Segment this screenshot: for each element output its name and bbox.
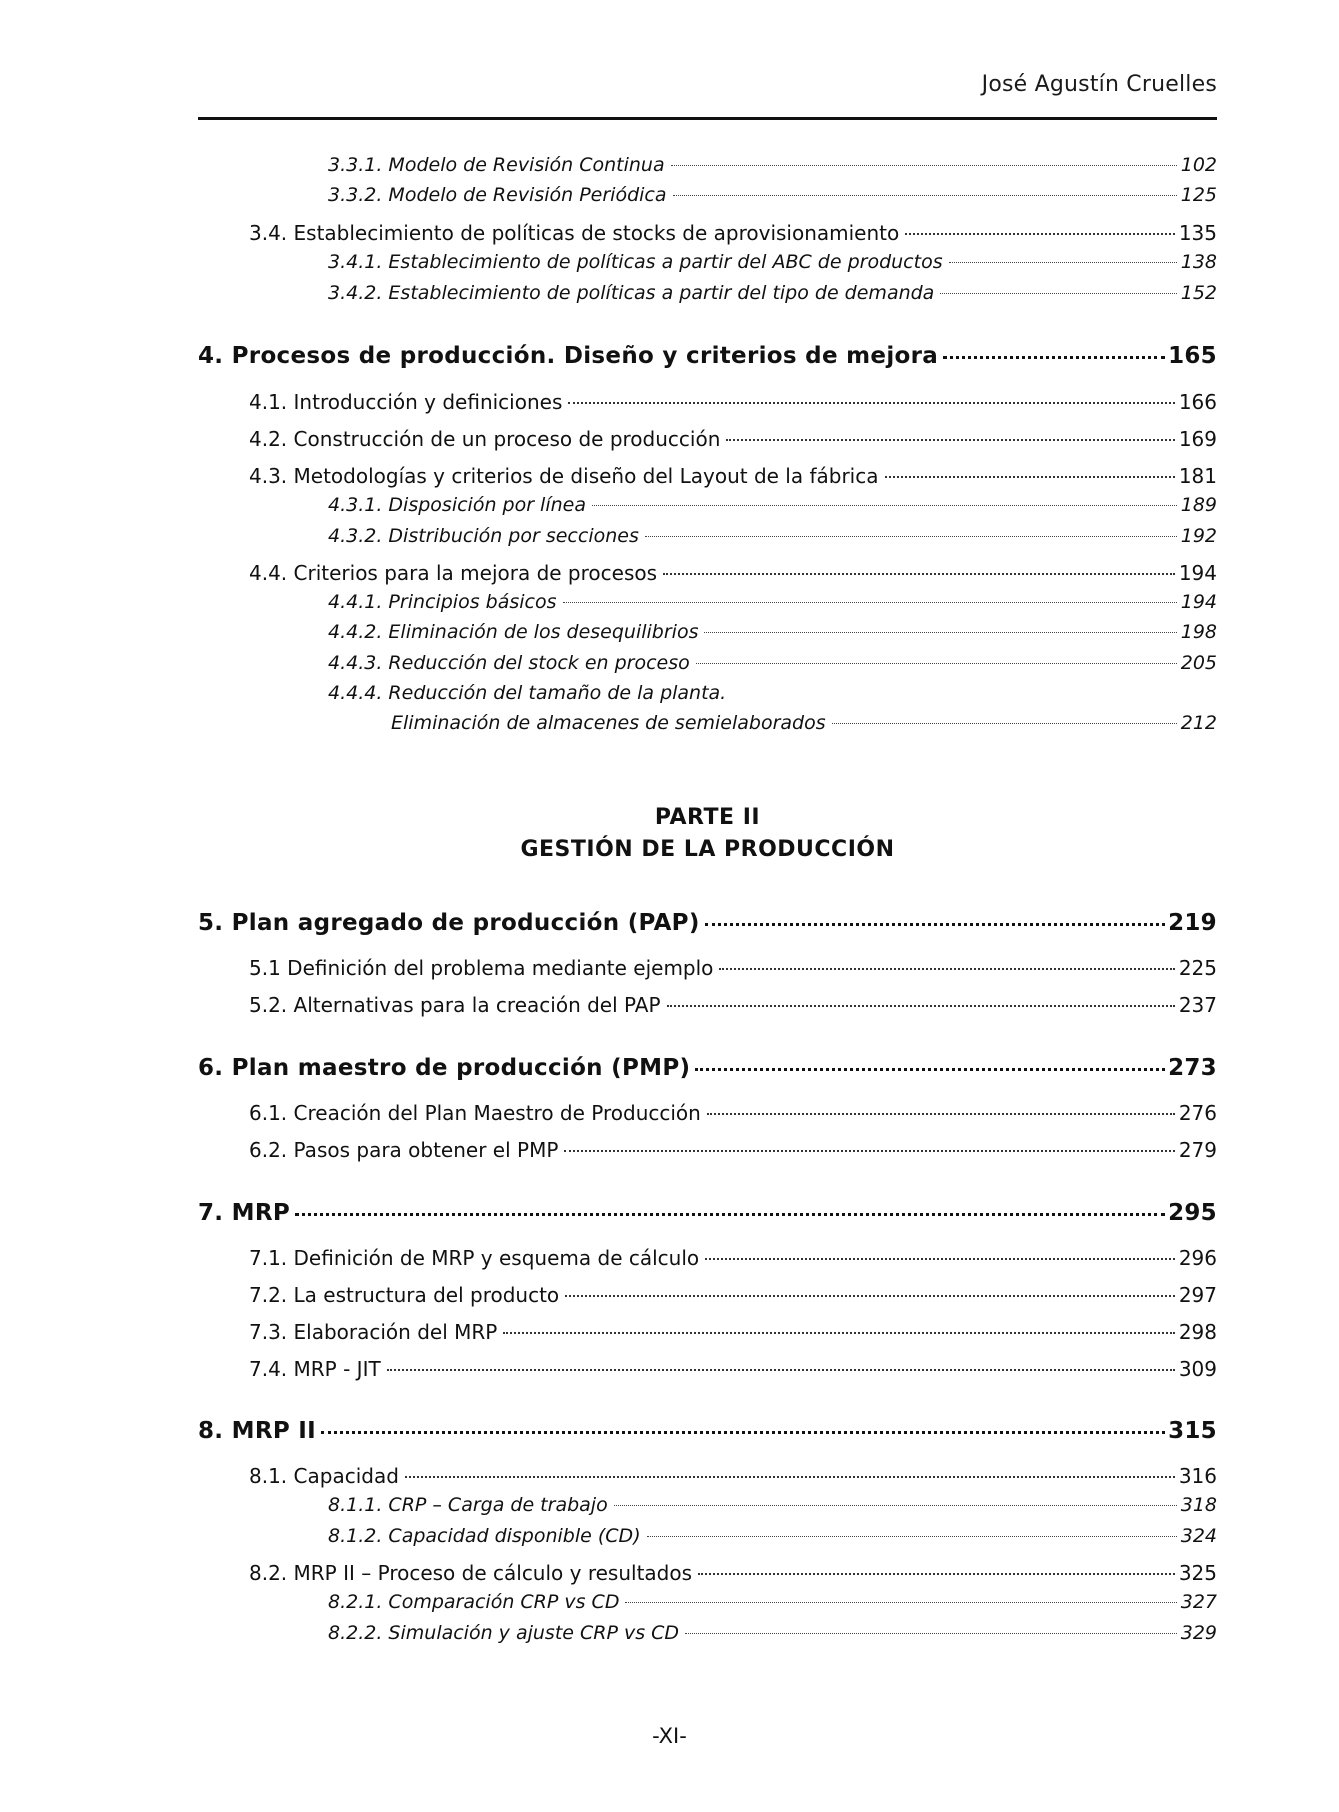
dot-leader (563, 602, 1177, 603)
toc-entry-page: 138 (1180, 251, 1217, 273)
dot-leader (949, 262, 1177, 263)
toc-entry-title: 3.3.2. Modelo de Revisión Periódica (328, 184, 667, 206)
toc-entry-title: 8.1. Capacidad (249, 1464, 399, 1488)
toc-entry-title: 5.1 Definición del problema mediante ejemplo (249, 956, 714, 980)
toc-entry[interactable] (249, 1561, 1217, 1585)
dot-leader (705, 1258, 1175, 1260)
toc-entry-page: 125 (1180, 184, 1217, 206)
toc-entry[interactable] (249, 1101, 1217, 1125)
dot-leader (905, 233, 1175, 235)
dot-leader (614, 1505, 1177, 1506)
toc-entry-title: 4.3. Metodologías y criterios de diseño del Layout de la fábrica (249, 464, 879, 488)
toc-entry[interactable] (328, 1591, 1217, 1613)
toc-entry-title: 4.4.2. Eliminación de los desequilibrios (328, 621, 699, 643)
toc-entry-title: 4.3.2. Distribución por secciones (328, 525, 639, 547)
toc-entry[interactable] (328, 494, 1217, 516)
dot-leader (696, 663, 1177, 664)
toc-chapter[interactable] (198, 1200, 1217, 1226)
dot-leader (695, 1068, 1165, 1071)
toc-entry-title: 4.4.3. Reducción del stock en proceso (328, 652, 690, 674)
toc-entry-page: 325 (1178, 1561, 1217, 1585)
toc-chapter-page: 165 (1168, 343, 1217, 369)
toc-chapter-title: 4. Procesos de producción. Diseño y criterios de mejora (198, 343, 939, 369)
toc-entry[interactable] (249, 1464, 1217, 1488)
dot-leader (592, 505, 1177, 506)
toc-entry-page: 309 (1178, 1357, 1217, 1381)
toc-entry-title: 3.4. Establecimiento de políticas de stocks de aprovisionamiento (249, 221, 900, 245)
toc-entry[interactable] (249, 993, 1217, 1017)
toc-entry-page: 327 (1180, 1591, 1217, 1613)
toc-entry-title: 8.2.2. Simulación y ajuste CRP vs CD (328, 1622, 680, 1644)
toc-entry-page: 181 (1178, 464, 1217, 488)
toc-entry[interactable] (328, 1494, 1217, 1516)
toc-entry-page: 152 (1180, 282, 1217, 304)
toc-entry-page: 225 (1178, 956, 1217, 980)
toc-entry-title: 4.4. Criterios para la mejora de procesos (249, 561, 658, 585)
toc-entry[interactable] (328, 154, 1217, 176)
toc-chapter-title: 5. Plan agregado de producción (PAP) (198, 910, 700, 936)
toc-entry[interactable] (249, 561, 1217, 585)
toc-entry-page: 318 (1180, 1494, 1217, 1516)
toc-entry-page: 135 (1178, 221, 1217, 245)
toc-chapter[interactable] (198, 1418, 1217, 1444)
toc-entry-title: 3.4.1. Establecimiento de políticas a partir del ABC de productos (328, 251, 943, 273)
toc-entry[interactable] (328, 1622, 1217, 1644)
toc-entry-title: 4.2. Construcción de un proceso de producción (249, 427, 721, 451)
part-label: PARTE II (654, 805, 761, 830)
toc-entry[interactable] (328, 525, 1217, 547)
toc-entry[interactable] (249, 1138, 1217, 1162)
dot-leader (564, 1150, 1174, 1152)
dot-leader (405, 1476, 1175, 1478)
dot-leader (321, 1431, 1165, 1434)
toc-entry-title: 3.3.1. Modelo de Revisión Continua (328, 154, 665, 176)
toc-entry-title: 8.1.1. CRP – Carga de trabajo (328, 1494, 608, 1516)
toc-entry-page: 192 (1180, 525, 1217, 547)
toc-entry[interactable] (391, 712, 1217, 734)
toc-entry[interactable] (249, 221, 1217, 245)
toc-entry-page: 205 (1180, 652, 1217, 674)
dot-leader (625, 1602, 1176, 1603)
dot-leader (719, 968, 1174, 970)
toc-entry[interactable] (328, 1525, 1217, 1547)
toc-chapter-page: 219 (1168, 910, 1217, 936)
toc-entry-page: 166 (1178, 390, 1217, 414)
dot-leader (647, 1536, 1177, 1537)
toc-entry[interactable] (328, 282, 1217, 304)
dot-leader (705, 923, 1165, 926)
toc-entry-page: 279 (1178, 1138, 1217, 1162)
dot-leader (885, 476, 1175, 478)
toc-chapter[interactable] (198, 1055, 1217, 1081)
part-title: GESTIÓN DE LA PRODUCCIÓN (520, 837, 895, 862)
dot-leader (698, 1573, 1175, 1575)
toc-entry-title: 4.4.4. Reducción del tamaño de la planta. (328, 682, 727, 704)
toc-entry-title: 4.3.1. Disposición por línea (328, 494, 586, 516)
dot-leader (704, 632, 1176, 633)
toc-entry-title: 7.3. Elaboración del MRP (249, 1320, 498, 1344)
toc-entry-page: 324 (1180, 1525, 1217, 1547)
toc-entry-page: 296 (1178, 1246, 1217, 1270)
toc-entry[interactable] (328, 621, 1217, 643)
toc-chapter-title: 7. MRP (198, 1200, 291, 1226)
dot-leader (503, 1332, 1174, 1334)
dot-leader (667, 1005, 1175, 1007)
page-number: -XI- (652, 1724, 687, 1748)
dot-leader (707, 1113, 1175, 1115)
toc-entry-title: Eliminación de almacenes de semielaborados (391, 712, 826, 734)
toc-entry-title: 8.1.2. Capacidad disponible (CD) (328, 1525, 641, 1547)
toc-entry[interactable] (249, 1246, 1217, 1270)
dot-leader (943, 356, 1165, 359)
dot-leader (673, 195, 1177, 196)
toc-entry[interactable] (249, 956, 1217, 980)
toc-entry-page: 298 (1178, 1320, 1217, 1344)
toc-entry-page: 169 (1178, 427, 1217, 451)
dot-leader (685, 1633, 1177, 1634)
toc-chapter-page: 295 (1168, 1200, 1217, 1226)
dot-leader (726, 439, 1174, 441)
toc-entry-page: 297 (1178, 1283, 1217, 1307)
dot-leader (568, 402, 1174, 404)
toc-chapter-title: 8. MRP II (198, 1418, 317, 1444)
toc-entry-page: 189 (1180, 494, 1217, 516)
dot-leader (565, 1295, 1175, 1297)
toc-entry-page: 276 (1178, 1101, 1217, 1125)
toc-entry-page: 102 (1180, 154, 1217, 176)
toc-entry[interactable] (249, 390, 1217, 414)
toc-chapter-page: 273 (1168, 1055, 1217, 1081)
toc-entry-title: 7.2. La estructura del producto (249, 1283, 560, 1307)
toc-entry-title: 6.1. Creación del Plan Maestro de Producción (249, 1101, 701, 1125)
toc-entry[interactable] (328, 251, 1217, 273)
dot-leader (671, 165, 1177, 166)
toc-entry-title: 3.4.2. Establecimiento de políticas a partir del tipo de demanda (328, 282, 935, 304)
toc-entry[interactable] (249, 427, 1217, 451)
toc-entry[interactable] (249, 1283, 1217, 1307)
toc-entry-page: 329 (1180, 1622, 1217, 1644)
dot-leader (645, 536, 1177, 537)
toc-chapter-title: 6. Plan maestro de producción (PMP) (198, 1055, 691, 1081)
dot-leader (663, 573, 1175, 575)
header-rule (198, 117, 1217, 120)
toc-entry-title: 7.1. Definición de MRP y esquema de cálculo (249, 1246, 700, 1270)
toc-entry-page: 194 (1178, 561, 1217, 585)
toc-entry-title: 4.1. Introducción y definiciones (249, 390, 563, 414)
toc-entry[interactable] (249, 1357, 1217, 1381)
dot-leader (387, 1369, 1175, 1371)
toc-entry-title: 4.4.1. Principios básicos (328, 591, 557, 613)
toc-entry-title: 6.2. Pasos para obtener el PMP (249, 1138, 559, 1162)
toc-entry[interactable] (249, 1320, 1217, 1344)
toc-entry-title: 7.4. MRP - JIT (249, 1357, 381, 1381)
toc-entry[interactable] (328, 184, 1217, 206)
toc-entry-title: 8.2. MRP II – Proceso de cálculo y resultados (249, 1561, 693, 1585)
toc-chapter-page: 315 (1168, 1418, 1217, 1444)
toc-entry-page: 212 (1180, 712, 1217, 734)
running-header-author: José Agustín Cruelles (981, 72, 1217, 97)
toc-chapter[interactable] (198, 910, 1217, 936)
toc-entry[interactable] (328, 652, 1217, 674)
toc-entry[interactable] (328, 591, 1217, 613)
dot-leader (832, 723, 1177, 724)
toc-entry-title: 8.2.1. Comparación CRP vs CD (328, 1591, 620, 1613)
toc-entry-page: 316 (1178, 1464, 1217, 1488)
toc-chapter[interactable] (198, 343, 1217, 369)
toc-entry-page: 237 (1178, 993, 1217, 1017)
toc-entry-title: 5.2. Alternativas para la creación del PAP (249, 993, 661, 1017)
dot-leader (940, 293, 1176, 294)
toc-entry[interactable] (249, 464, 1217, 488)
toc-entry-page: 198 (1180, 621, 1217, 643)
toc-entry-page: 194 (1180, 591, 1217, 613)
dot-leader (295, 1213, 1165, 1216)
